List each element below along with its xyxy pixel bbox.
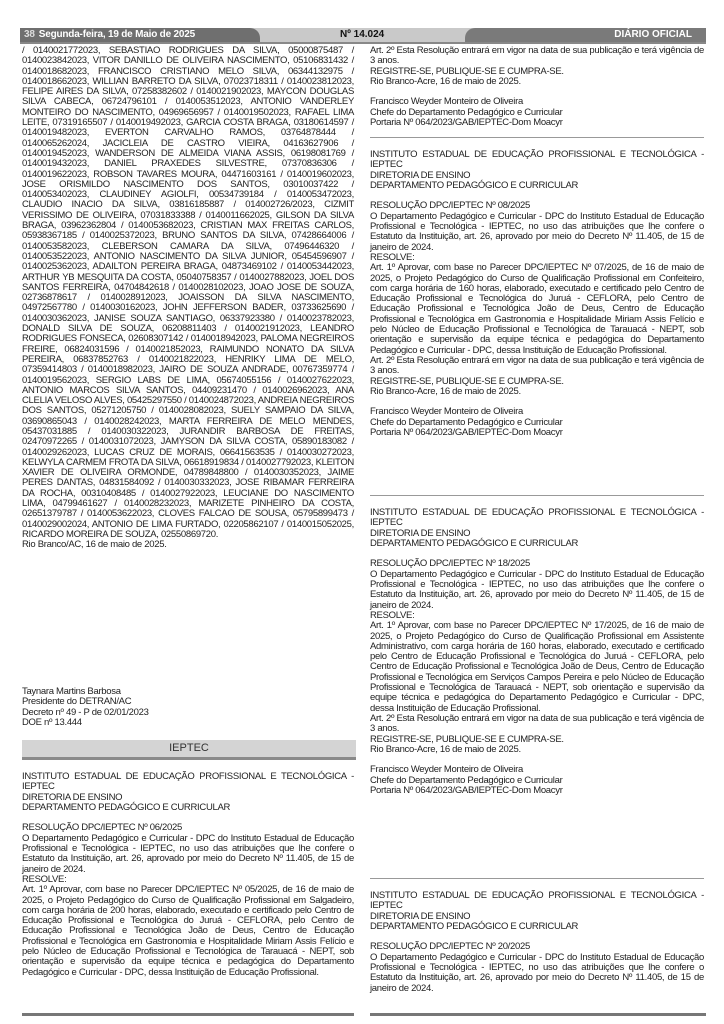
name-list: / 0140021772023, SEBASTIAO RODRIGUES DA SILVA, 05000875487 / 0140023842023, VITOR DANILLO DE OLIVEIRA NASCIMENTO, 05106831432 / 0140018682023, FRANCISCO CRISTIANO MELO SILVA, 06344132975 / 0140018662023, WILLIAN BARRETO DA SILVA, 07023718311 / 0140023812023, FELIPE AIRES DA SILVA, 07258382602 / 0140021902023, MAYCON DOUGLAS SILVA CABECA, 06724796101 / 0140053512023, ANTONIO VANDERLEY MONTEIRO DO NASCIMENTO, 04969656957 / 0140019502023, RAFAEL LIMA LEITE, 07319165507 / 0140019492023, GARCIA COSTA BRAGA, 03180614597 / 0140019482023, EVERTON CARVALHO RAMOS, 03764878444 / 0140065262024, JACICLEIA DE CASTRO VIEIRA, 04163627906 / 0140019452023, WANDERSON DE ALMEIDA VIANA ASSIS, 06198081769 / 0140019432023, DANIEL PRAXEDES SILVESTRE, 07370836306 / 0140019622023, ROBSON TAVARES MOURA, 04471603161 / 0140019602023, JOSE ORISMILDO NASCIMENTO DOS SANTOS, 03010037422 / 0140053402023, CLAUDINEY AGIOLFI, 00534739184 / 0140053472023, CLAUDIO INACIO DA SILVA, 03816185887 / 014002726/2023, CIZMIT VERISSIMO DE OLIVEIRA, 07031833388 / 0140011662025, GILSON DA SILVA BRAGA, 03962362804 / 0140053682023, CRISTIAN MAX FREITAS CARLOS, 05938367185 / 0140025372023, BRUNO SANTOS DA SILVA, 07428664006 / 0140053582023, CLEBERSON CAMARA DA SILVA, 07496446320 / 0140053522023, ANTONIO NASCIMENTO DA SILVA JUNIOR, 05454596907 / 0140025362023, ADAILTON PEREIRA BRAGA, 04873469102 / 0140053442023, ARTHUR YB MESQUITA DA COSTA, 05040758357 / 0140027882023, JOEL DOS SANTOS FERREIRA, 04704842618 / 0140028102023, JOAO JOSE DE SOUZA, 02736878617 / 0140028912023, JOAISSON DA SILVA NASCIMENTO, 04972567780 / 0140030162023, JOHN JEFFERSON BADER, 03733625690 / 0140030362023, JANISE SOUZA SANTIAGO, 06337923380 / 0140023782023, DONALD SILVA DE SOUZA, 06208811403 / 0140021912023, LEANDRO RODRIGUES FONSECA, 02608307142 / 0140018942023, PALOMA NEGREIROS FREIRE, 06824031596 / 0140021852023, RAIMUNDO NONATO DA SILVA PEREIRA, 06837852763 / 0140021822023, HENRIKY LIMA DE MELO, 07359414803 / 0140018982023, JAIRO DE SOUZA ANDRADE, 00767359774 / 0140019562023, SERGIO LABS DE LIMA, 05674055156 / 0140027622023, ANTONIO MARCOS SILVA SANTOS, 04409231470 / 0140026962023, ANA CLELIA VELOSO ALVES, 05425297550 / 0140024872023, ANDREIA NEGREIROS DOS SANTOS, 05271205750 / 0140028082023, SUELY SAMPAIO DA SILVA, 03690865043 / 0140028242023, MARTA FERREIRA DE MELO MENDES, 05437031885 / 0140030322023, JURANDIR BARBOSA DE FREITAS, 02470972265 / 0140031072023, JAMYSON DA SILVA COSTA, 05890183082 / 0140029262023, LUCAS CRUZ DE MORAIS, 06641563535 / 0140030272023, KELWYLA CARMEM FROTA DA SILVA, 06618919834 / 0140027792023, KLEITON XAVIER DE OLIVEIRA ORMONDE, 04789848800 / 0140030352023, JAIME PERES DANTAS, 04831584092 / 0140030332023, JOSE RIBAMAR FERREIRA DA ROCHA, 00310408485 / 0140027922023, LEUCIANE DO NASCIMENTO LIMA, 04799461627 / 0140028232023, MARIZETE PINHEIRO DA COSTA, 02651379787 / 0140053622023, CLOVES FALCAO DE SOUSA, 05795899473 / 0140029002024, ANTONIO DE LIMA FURTADO, 02205862107 / 0140015052025, RICARDO MOREIRA DE SOUZA, 02550869720. <box>22 45 354 540</box>
place-date: Rio Branco/AC, 16 de maio de 2025. <box>22 539 167 551</box>
directorate: DIRETORIA DE ENSINO <box>22 791 123 803</box>
signer-portaria: Portaria Nº 064/2023/GAB/IEPTEC-Dom Moacyr <box>370 785 563 797</box>
resolve-label: RESOLVE: <box>370 609 415 621</box>
department: DEPARTAMENTO PEDAGÓGICO E CURRICULAR <box>22 801 231 813</box>
registre: REGISTRE-SE, PUBLIQUE-SE E CUMPRA-SE. <box>370 375 564 387</box>
article-2: Art. 2º Esta Resolução entrará em vigor na data de sua publicação e terá vigência de 3 anos. <box>370 354 704 377</box>
institute-name: INSTITUTO ESTADUAL DE EDUCAÇÃO PROFISSIONAL E TECNOLÓGICA - IEPTEC <box>22 771 354 793</box>
institute-name: INSTITUTO ESTADUAL DE EDUCAÇÃO PROFISSIONAL E TECNOLÓGICA - IEPTEC <box>370 149 704 171</box>
header-date: Segunda-feira, 19 de Maio de 2025 <box>38 29 195 40</box>
signer-role: Presidente do DETRAN/AC <box>22 696 132 708</box>
institute-name: INSTITUTO ESTADUAL DE EDUCAÇÃO PROFISSIONAL E TECNOLÓGICA - IEPTEC <box>370 507 704 529</box>
resolution-preamble: O Departamento Pedagógico e Curricular - DPC do Instituto Estadual de Educação Profissional e Tecnológica - IEPTEC, no uso das atribuições que lhe confere o Estatuto da Instituição, art. 26, aprovado por meio do Decreto Nº 11.405, de 15 de janeiro de 2024. <box>370 210 704 253</box>
right-column <box>370 46 704 1016</box>
place-date: Rio Branco-Acre, 16 de maio de 2025. <box>370 743 521 755</box>
resolution-20 <box>370 891 704 994</box>
resolution-08 <box>370 150 704 438</box>
resolution-preamble: O Departamento Pedagógico e Curricular - DPC do Instituto Estadual de Educação Profissional e Tecnológica - IEPTEC, no uso das atribuições que lhe confere o Estatuto da Instituição, art. 26, aprovado por meio do Decreto Nº 11.405, de 15 de janeiro de 2024. <box>370 568 704 611</box>
left-bottom-rule <box>22 1013 354 1016</box>
signer-name: Francisco Weyder Monteiro de Oliveira <box>370 96 523 108</box>
department: DEPARTAMENTO PEDAGÓGICO E CURRICULAR <box>370 179 579 191</box>
divider <box>370 137 704 138</box>
article-1: Art. 1º Aprovar, com base no Parecer DPC/IEPTEC Nº 07/2025, de 16 de maio de 2025, o Projeto Pedagógico do Curso de Qualificação Profissional em Confeiteiro, com carga horária de 160 horas, elaborado, executado e certificado pelo Centro de Educação Profissional e Tecnológica do Juruá - CEFLORA, pelo Centro de Educação Profissional e Tecnológica João de Deus, Centro de Educação Profissional e Tecnológica em Gastronomia e Hospitalidade Miriam Assis Felício e pelo Núcleo de Educação Profissional e Tecnológica de Tarauacá - NEPT, sob orientação e supervisão da equipe técnica e pedagógica do Departamento Pedagógico e Curricular - DPC, dessa Instituição de Educação Profissional. <box>370 262 704 356</box>
resolve-label: RESOLVE: <box>370 251 415 263</box>
resolve-label: RESOLVE: <box>22 873 67 885</box>
header-divider <box>20 42 706 44</box>
section-title-ieptec: IEPTEC <box>22 740 356 760</box>
divider <box>370 495 704 496</box>
issue-number: Nº 14.024 <box>340 29 385 40</box>
place-date: Rio Branco-Acre, 16 de maio de 2025. <box>370 385 521 397</box>
page-header <box>20 28 706 42</box>
place-date: Rio Branco-Acre, 16 de maio de 2025. <box>370 75 521 87</box>
right-bottom-rule <box>370 1013 706 1016</box>
signer-name: Taynara Martins Barbosa <box>22 686 121 697</box>
resolution-title: RESOLUÇÃO DPC/IEPTEC Nº 18/2025 <box>370 558 530 570</box>
publication-title: DIÁRIO OFICIAL <box>465 28 706 42</box>
directorate: DIRETORIA DE ENSINO <box>370 527 471 539</box>
article-1: Art. 1º Aprovar, com base no Parecer DPC/IEPTEC Nº 05/2025, de 16 de maio de 2025, o Projeto Pedagógico do Curso de Qualificação Profissional em Salgadeiro, com carga horária de 200 horas, elaborado, executado e certificado pelo Centro de Educação Profissional e Tecnológica do Juruá - CEFLORA, pelo Centro de Educação Profissional e Tecnológica João de Deus, Centro de Educação Profissional e Tecnológica em Gastronomia e Hospitalidade Miriam Assis Felício e pelo Núcleo de Educação Profissional e Tecnológica de Tarauacá - NEPT, sob orientação e supervisão da equipe técnica e pedagógica do Departamento Pedagógico e Curricular - DPC, dessa Instituição de Educação Profissional. <box>22 884 354 978</box>
resolution-title: RESOLUÇÃO DPC/IEPTEC Nº 20/2025 <box>370 941 530 953</box>
signer-portaria: Portaria Nº 064/2023/GAB/IEPTEC-Dom Moacyr <box>370 427 563 439</box>
name-list-block <box>22 46 354 551</box>
signer-role: Chefe do Departamento Pedagógico e Curricular <box>370 774 563 786</box>
article-2: Art. 2º Esta Resolução entrará em vigor na data de sua publicação e terá vigência de 3 anos. <box>370 712 704 735</box>
resolution-18 <box>370 508 704 796</box>
department: DEPARTAMENTO PEDAGÓGICO E CURRICULAR <box>370 920 579 932</box>
resolution-title: RESOLUÇÃO DPC/IEPTEC Nº 08/2025 <box>370 200 530 212</box>
signer-name: Francisco Weyder Monteiro de Oliveira <box>370 406 523 418</box>
resolution-title: RESOLUÇÃO DPC/IEPTEC Nº 06/2025 <box>22 822 182 834</box>
registre: REGISTRE-SE, PUBLIQUE-SE E CUMPRA-SE. <box>370 733 564 745</box>
department: DEPARTAMENTO PEDAGÓGICO E CURRICULAR <box>370 537 579 549</box>
signer-portaria: Portaria Nº 064/2023/GAB/IEPTEC-Dom Moacyr <box>370 117 563 129</box>
registre: REGISTRE-SE, PUBLIQUE-SE E CUMPRA-SE. <box>370 65 564 77</box>
signer-doe: DOE nº 13.444 <box>22 716 82 728</box>
signer-role: Chefe do Departamento Pedagógico e Curricular <box>370 106 563 118</box>
directorate: DIRETORIA DE ENSINO <box>370 169 471 181</box>
directorate: DIRETORIA DE ENSINO <box>370 910 471 922</box>
resolution-06-end <box>370 46 704 128</box>
left-column <box>22 46 354 1016</box>
resolution-06 <box>22 772 354 978</box>
divider <box>370 878 704 879</box>
signer-role: Chefe do Departamento Pedagógico e Curricular <box>370 416 563 428</box>
resolution-preamble: O Departamento Pedagógico e Curricular - DPC do Instituto Estadual de Educação Profissional e Tecnológica - IEPTEC, no uso das atribuições que lhe confere o Estatuto da Instituição, art. 26, aprovado por meio do Decreto Nº 11.405, de 15 de janeiro de 2024. <box>22 832 354 875</box>
article-1: Art. 1º Aprovar, com base no Parecer DPC/IEPTEC Nº 17/2025, de 16 de maio de 2025, o Projeto Pedagógico do Curso de Qualificação Profissional em Assistente Administrativo, com carga horária de 160 horas, elaborado, executado e certificado pelo Centro de Educação Profissional e Tecnológica do Juruá - CEFLORA, pelo Centro de Educação Profissional e Tecnológica João de Deus, Centro de Educação Profissional e Tecnológica em Serviços Campos Pereira e pelo Núcleo de Educação Profissional e Tecnológica de Tarauacá - NEPT, sob orientação e supervisão da equipe técnica e pedagógica do Departamento Pedagógico e Curricular - DPC, dessa Instituição de Educação Profissional. <box>370 620 704 714</box>
detran-signature <box>22 687 354 728</box>
article-2: Art. 2º Esta Resolução entrará em vigor na data de sua publicação e terá vigência de 3 anos. <box>370 45 704 67</box>
resolution-preamble: O Departamento Pedagógico e Curricular - DPC do Instituto Estadual de Educação Profissional e Tecnológica - IEPTEC, no uso das atribuições que lhe confere o Estatuto da Instituição, art. 26, aprovado por meio do Decreto Nº 11.405, de 15 de janeiro de 2024. <box>370 951 704 994</box>
institute-name: INSTITUTO ESTADUAL DE EDUCAÇÃO PROFISSIONAL E TECNOLÓGICA - IEPTEC <box>370 890 704 912</box>
signer-decree: Decreto nº 49 - P de 02/01/2023 <box>22 706 149 718</box>
header-date-tab <box>20 28 260 42</box>
signer-name: Francisco Weyder Monteiro de Oliveira <box>370 764 523 776</box>
page-number: 38 <box>24 29 35 40</box>
